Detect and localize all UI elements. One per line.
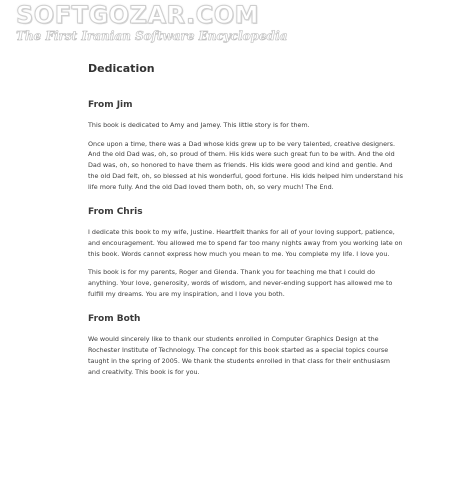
section-from-both (88, 313, 404, 377)
paragraph: We would sincerely like to thank our students enrolled in Computer Graphics Design at the Rochester Institute of Technology. The concept for this book started as a special topics course taught in the spring of 2005. We thank the students enrolled in that class for their enthusiasm and creativity. This book is for you. (88, 335, 391, 376)
watermark (16, 2, 436, 43)
document-body (88, 62, 404, 391)
section-from-chris (88, 206, 404, 299)
section-from-jim (88, 99, 404, 192)
section-heading: From Both (88, 314, 141, 325)
document-title: Dedication (88, 62, 155, 75)
paragraph: This book is dedicated to Amy and Jamey. This little story is for them. (88, 121, 310, 129)
watermark-logo: SOFTGOZAR.COM (16, 1, 259, 29)
section-heading: From Chris (88, 207, 143, 218)
watermark-tagline: The First Iranian Software Encyclopedia (16, 29, 288, 43)
paragraph: Once upon a time, there was a Dad whose kids grew up to be very talented, creative designers. And the old Dad was, oh, so proud of them. His kids were such great fun to be with. And the old Dad was, oh, so honored to have them as friends. His kids were good and kind and gentle. And the old Dad felt, oh, so blessed at his wonderful, good fortune. His kids helped him understand his life more fully. And the old Dad loved them both, oh, so very much! The End. (88, 139, 403, 191)
section-heading: From Jim (88, 100, 133, 110)
paragraph: I dedicate this book to my wife, Justine. Heartfelt thanks for all of your loving support, patience, and encouragement. You allowed me to spend far too many nights away from you working late on this book. Words cannot express how much you mean to me. You complete my life. I love you. (88, 228, 403, 258)
paragraph: This book is for my parents, Roger and Glenda. Thank you for teaching me that I could do anything. Your love, generosity, words of wisdom, and never-ending support has allowed me to fulfill my dreams. You are my inspiration, and I love you both. (88, 268, 393, 298)
